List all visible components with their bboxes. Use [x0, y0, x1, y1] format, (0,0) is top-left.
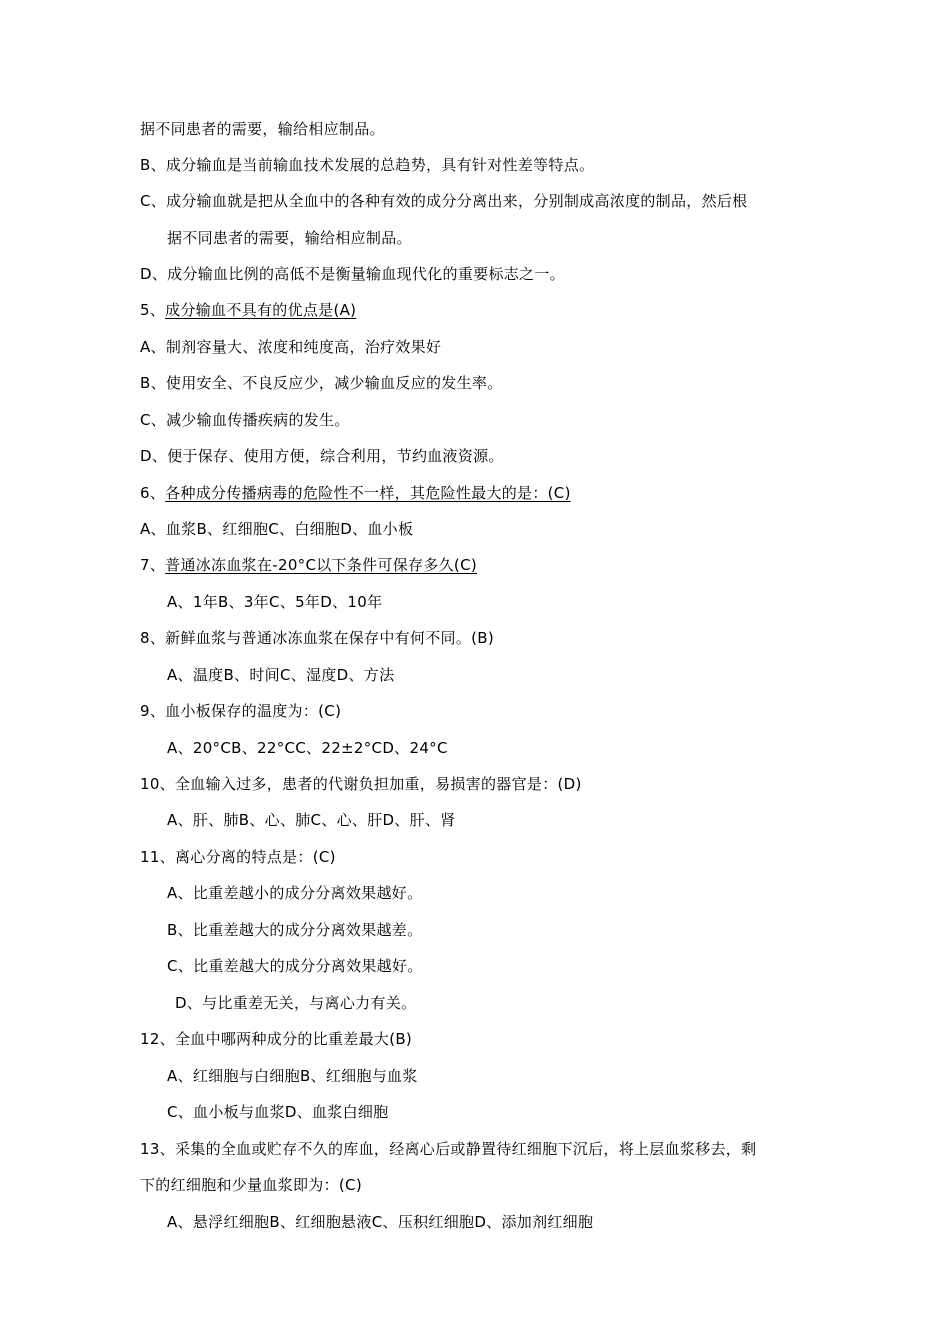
question-13: 13、采集的全血或贮存不久的库血，经离心后或静置待红细胞下沉后，将上层血浆移去，剩: [140, 1140, 757, 1158]
question-12: 12、全血中哪两种成分的比重差最大(B): [140, 1030, 413, 1048]
question-7: [140, 555, 477, 575]
option-c-line: C、成分输血就是把从全血中的各种有效的成分分离出来，分别制成高浓度的制品，然后根: [140, 192, 748, 210]
option-c-line: C、比重差越大的成分分离效果越好。: [167, 957, 423, 975]
option-d-line: D、成分输血比例的高低不是衡量输血现代化的重要标志之一。: [140, 265, 565, 283]
question-8: 8、新鲜血浆与普通冰冻血浆在保存中有何不同。(B): [140, 629, 495, 647]
question-number: 7、: [140, 556, 166, 574]
option-b-line: B、使用安全、不良反应少，减少输血反应的发生率。: [140, 374, 503, 392]
options-line: A、温度B、时间C、湿度D、方法: [167, 666, 395, 684]
text-line: 据不同患者的需要，输给相应制品。: [167, 229, 412, 247]
question-5: [140, 300, 356, 320]
question-number: 6、: [140, 484, 166, 502]
text-line: 据不同患者的需要，输给相应制品。: [140, 120, 385, 138]
option-d-line: D、与比重差无关，与离心力有关。: [175, 994, 417, 1012]
question-text: 各种成分传播病毒的危险性不一样，其危险性最大的是：(C): [165, 484, 571, 502]
question-number: 5、: [140, 301, 166, 319]
option-a-line: A、制剂容量大、浓度和纯度高，治疗效果好: [140, 338, 442, 356]
option-b-line: B、比重差越大的成分分离效果越差。: [167, 921, 423, 939]
question-text: 成分输血不具有的优点是(A): [165, 301, 357, 319]
options-line: A、悬浮红细胞B、红细胞悬液C、压积红细胞D、添加剂红细胞: [167, 1213, 594, 1231]
options-line: A、红细胞与白细胞B、红细胞与血浆: [167, 1067, 418, 1085]
options-line: A、肝、肺B、心、肺C、心、肝D、肝、肾: [167, 811, 456, 829]
option-c-line: C、减少输血传播疾病的发生。: [140, 411, 350, 429]
question-11: 11、离心分离的特点是：(C): [140, 848, 336, 866]
option-d-line: D、便于保存、使用方便，综合利用，节约血液资源。: [140, 447, 504, 465]
options-line: A、血浆B、红细胞C、白细胞D、血小板: [140, 520, 414, 538]
question-13-continued: 下的红细胞和少量血浆即为：(C): [140, 1176, 362, 1194]
options-line: A、20°CB、22°CC、22±2°CD、24°C: [167, 739, 448, 757]
question-text: 普通冰冻血浆在-20°C以下条件可保存多久(C): [165, 556, 478, 574]
option-a-line: A、比重差越小的成分分离效果越好。: [167, 884, 423, 902]
option-b-line: B、成分输血是当前输血技术发展的总趋势，具有针对性差等特点。: [140, 156, 595, 174]
question-6: [140, 483, 571, 503]
question-9: 9、血小板保存的温度为：(C): [140, 702, 342, 720]
question-10: 10、全血输入过多，患者的代谢负担加重，易损害的器官是：(D): [140, 775, 582, 793]
options-line: A、1年B、3年C、5年D、10年: [167, 593, 383, 611]
options-line: C、血小板与血浆D、血浆白细胞: [167, 1103, 389, 1121]
